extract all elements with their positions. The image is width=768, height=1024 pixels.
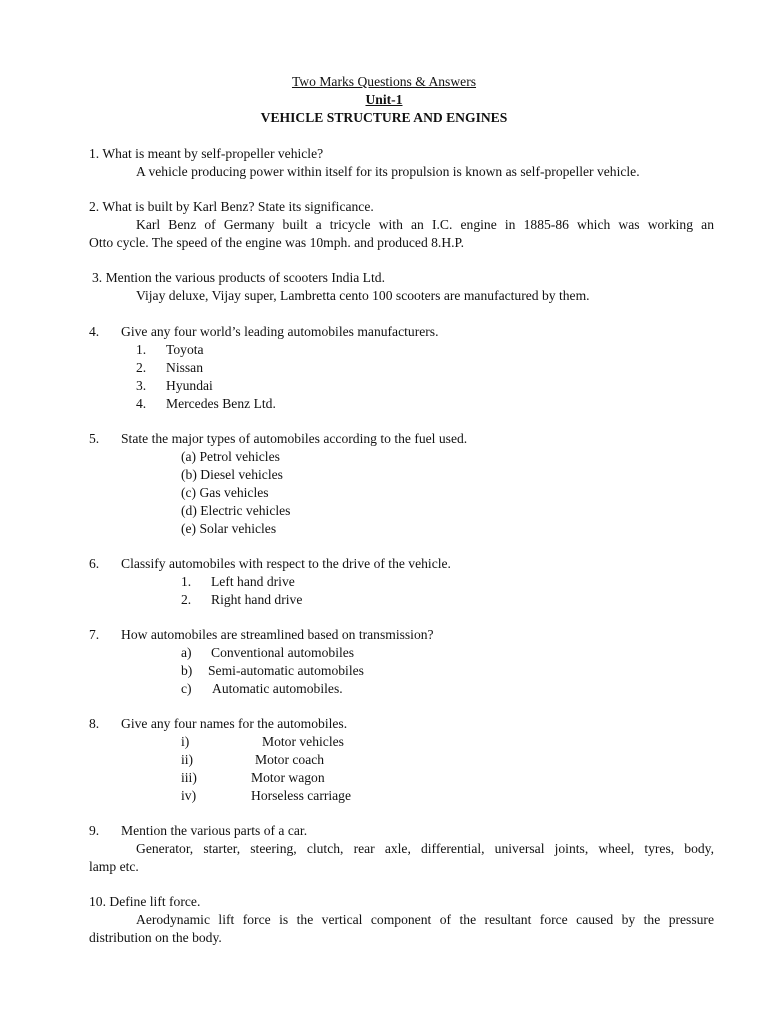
answer-10-line-2: distribution on the body. [89,930,222,945]
list-item: (a) Petrol vehicles [181,449,280,464]
question-9: Mention the various parts of a car. [121,823,308,838]
question-3: 3. Mention the various products of scooters India Ltd. [92,270,385,285]
list-item: (d) Electric vehicles [181,503,291,518]
section-heading: VEHICLE STRUCTURE AND ENGINES [260,110,508,125]
question-7-number: 7. [89,627,100,642]
answer-2-line-2: Otto cycle. The speed of the engine was 10mph. and produced 8.H.P. [89,235,464,250]
list-item-marker: iv) [181,788,197,803]
list-item-marker: 3. [136,378,147,393]
list-item: Motor wagon [251,770,325,785]
list-item-marker: 4. [136,396,147,411]
list-item-marker: 1. [181,574,192,589]
list-item: Nissan [166,360,204,375]
answer-1: A vehicle producing power within itself for its propulsion is known as self-propeller vehicle. [136,164,640,179]
list-item-marker: 2. [181,592,192,607]
list-item-marker: 1. [136,342,147,357]
list-item: Automatic automobiles. [212,681,343,696]
question-2: 2. What is built by Karl Benz? State its significance. [89,199,374,214]
list-item: Toyota [166,342,204,357]
list-item: (e) Solar vehicles [181,521,277,536]
question-9-number: 9. [89,823,100,838]
question-5-number: 5. [89,431,100,446]
question-1: 1. What is meant by self-propeller vehicle? [89,146,324,161]
list-item: Right hand drive [211,592,303,607]
list-item: (c) Gas vehicles [181,485,269,500]
list-item-marker: b) [181,663,193,678]
question-6-number: 6. [89,556,100,571]
question-5: State the major types of automobiles according to the fuel used. [121,431,468,446]
answer-10-line-1: Aerodynamic lift force is the vertical component of the resultant force caused by the pressure [136,912,714,927]
list-item-marker: a) [181,645,192,660]
list-item-marker: ii) [181,752,194,767]
list-item-marker: 2. [136,360,147,375]
question-10: 10. Define lift force. [89,894,201,909]
question-7: How automobiles are streamlined based on transmission? [121,627,434,642]
list-item: (b) Diesel vehicles [181,467,283,482]
list-item: Motor vehicles [262,734,344,749]
question-6: Classify automobiles with respect to the drive of the vehicle. [121,556,451,571]
answer-3: Vijay deluxe, Vijay super, Lambretta cento 100 scooters are manufactured by them. [136,288,590,303]
list-item: Mercedes Benz Ltd. [166,396,276,411]
unit-heading: Unit-1 [365,92,403,107]
list-item: Semi-automatic automobiles [208,663,364,678]
list-item: Hyundai [166,378,213,393]
question-8: Give any four names for the automobiles. [121,716,348,731]
list-item: Motor coach [255,752,325,767]
question-4: Give any four world’s leading automobiles manufacturers. [121,324,439,339]
answer-9-line-2: lamp etc. [89,859,139,874]
list-item: Horseless carriage [251,788,352,803]
answer-9-line-1: Generator, starter, steering, clutch, rear axle, differential, universal joints, wheel, tyres, body, [136,841,714,856]
list-item-marker: iii) [181,770,197,785]
list-item: Conventional automobiles [211,645,355,660]
question-8-number: 8. [89,716,100,731]
list-item-marker: i) [181,734,190,749]
answer-2-line-1: Karl Benz of Germany built a tricycle with an I.C. engine in 1885-86 which was working an [136,217,714,232]
question-4-number: 4. [89,324,100,339]
list-item: Left hand drive [211,574,295,589]
list-item-marker: c) [181,681,192,696]
document-title: Two Marks Questions & Answers [291,74,477,89]
